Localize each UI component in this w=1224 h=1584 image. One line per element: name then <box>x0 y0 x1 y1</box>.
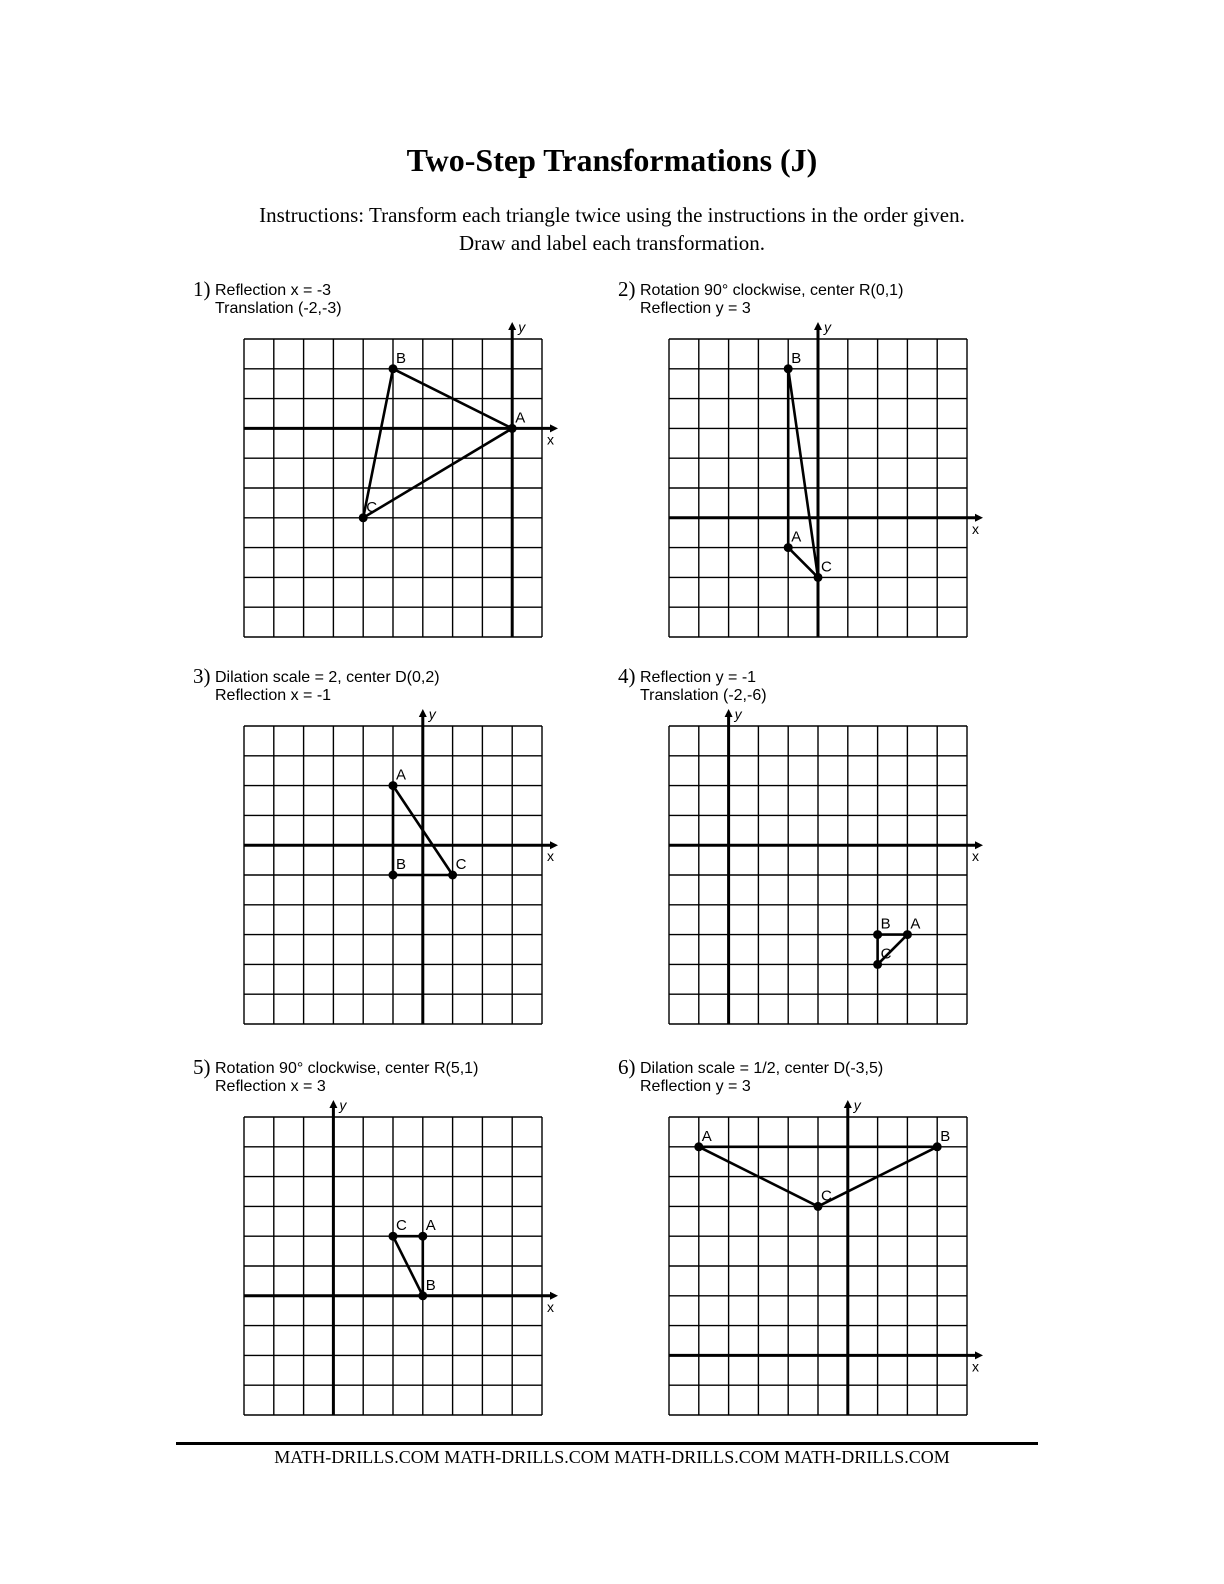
x-axis-label: x <box>547 848 554 865</box>
instruction-step-2: Reflection y = 3 <box>640 300 751 317</box>
y-axis-label: y <box>518 319 526 335</box>
problem-number: 3) <box>193 664 211 688</box>
instruction-step-1: Reflection y = -1 <box>640 669 757 686</box>
instruction-step-2: Translation (-2,-6) <box>640 687 767 704</box>
vertex-label-a: A <box>425 1217 436 1235</box>
instruction-step-2: Translation (-2,-3) <box>215 300 342 317</box>
y-axis-label: y <box>428 706 436 722</box>
problem-5 <box>193 1055 593 1435</box>
vertex-label-a: A <box>396 766 407 784</box>
vertex-label-b: B <box>940 1127 951 1145</box>
y-axis-label: y <box>734 706 742 722</box>
x-axis-label: x <box>972 1358 979 1375</box>
problem-number: 2) <box>618 277 636 301</box>
instruction-step-1: Dilation scale = 2, center D(0,2) <box>215 669 440 686</box>
vertex-label-b: B <box>791 349 802 367</box>
vertex-label-c: C <box>455 856 467 873</box>
triangle <box>788 369 818 578</box>
instruction-step-1: Reflection x = -3 <box>215 282 332 299</box>
instructions-line-2: Draw and label each transformation. <box>458 231 766 255</box>
instruction-step-1: Dilation scale = 1/2, center D(-3,5) <box>640 1060 884 1077</box>
vertex-label-b: B <box>396 349 407 367</box>
vertex-label-b: B <box>880 915 891 933</box>
problem-6 <box>618 1055 1018 1435</box>
vertex-label-a: A <box>910 915 921 933</box>
y-axis-arrow <box>844 1100 852 1108</box>
x-axis-label: x <box>547 431 554 448</box>
instruction-step-2: Reflection y = 3 <box>640 1078 751 1095</box>
problem-2 <box>618 277 1018 657</box>
vertex-label-b: B <box>425 1276 436 1294</box>
coordinate-grid <box>217 700 587 1050</box>
y-axis-label: y <box>824 319 831 335</box>
coordinate-grid <box>642 313 1012 663</box>
problem-4 <box>618 664 1018 1044</box>
vertex-label-c: C <box>821 558 832 576</box>
vertex-label-c: C <box>821 1187 832 1205</box>
vertex-label-a: A <box>515 409 526 427</box>
problem-1 <box>193 277 593 657</box>
problem-3 <box>193 664 593 1044</box>
problem-number: 4) <box>618 664 636 688</box>
x-axis-label: x <box>547 1298 554 1315</box>
vertex-label-a: A <box>701 1127 712 1145</box>
instruction-step-2: Reflection x = 3 <box>215 1078 326 1095</box>
y-axis-label: y <box>853 1097 861 1113</box>
y-axis-arrow <box>419 709 427 717</box>
vertex-label-b: B <box>396 856 407 873</box>
instruction-step-2: Reflection x = -1 <box>215 687 332 704</box>
vertex-label-c: C <box>366 498 378 516</box>
y-axis-label: y <box>339 1097 347 1113</box>
footer-divider <box>176 1442 1038 1445</box>
instructions-line-1: Instructions: Transform each triangle twice using the instructions in the order given. <box>259 203 965 227</box>
x-axis-label: x <box>972 848 979 865</box>
triangle <box>363 369 512 518</box>
problem-number: 1) <box>193 277 211 301</box>
y-axis-arrow <box>725 709 733 717</box>
coordinate-grid <box>217 313 587 663</box>
instruction-step-1: Rotation 90° clockwise, center R(0,1) <box>640 282 904 299</box>
problem-number: 5) <box>193 1055 211 1079</box>
y-axis-arrow <box>814 322 822 330</box>
coordinate-grid <box>217 1091 587 1441</box>
instruction-step-1: Rotation 90° clockwise, center R(5,1) <box>215 1060 479 1077</box>
x-axis-label: x <box>972 520 979 537</box>
page-title: Two-Step Transformations (J) <box>406 142 818 178</box>
coordinate-grid <box>642 700 1012 1050</box>
vertex-label-c: C <box>880 945 892 963</box>
vertex-label-a: A <box>791 528 802 546</box>
y-axis-arrow <box>508 322 516 330</box>
y-axis-arrow <box>329 1100 337 1108</box>
vertex-label-c: C <box>396 1217 407 1235</box>
problem-number: 6) <box>618 1055 636 1079</box>
coordinate-grid <box>642 1091 1012 1441</box>
footer-text: MATH-DRILLS.COM MATH-DRILLS.COM MATH-DRILLS.COM MATH-DRILLS.COM <box>274 1447 950 1467</box>
